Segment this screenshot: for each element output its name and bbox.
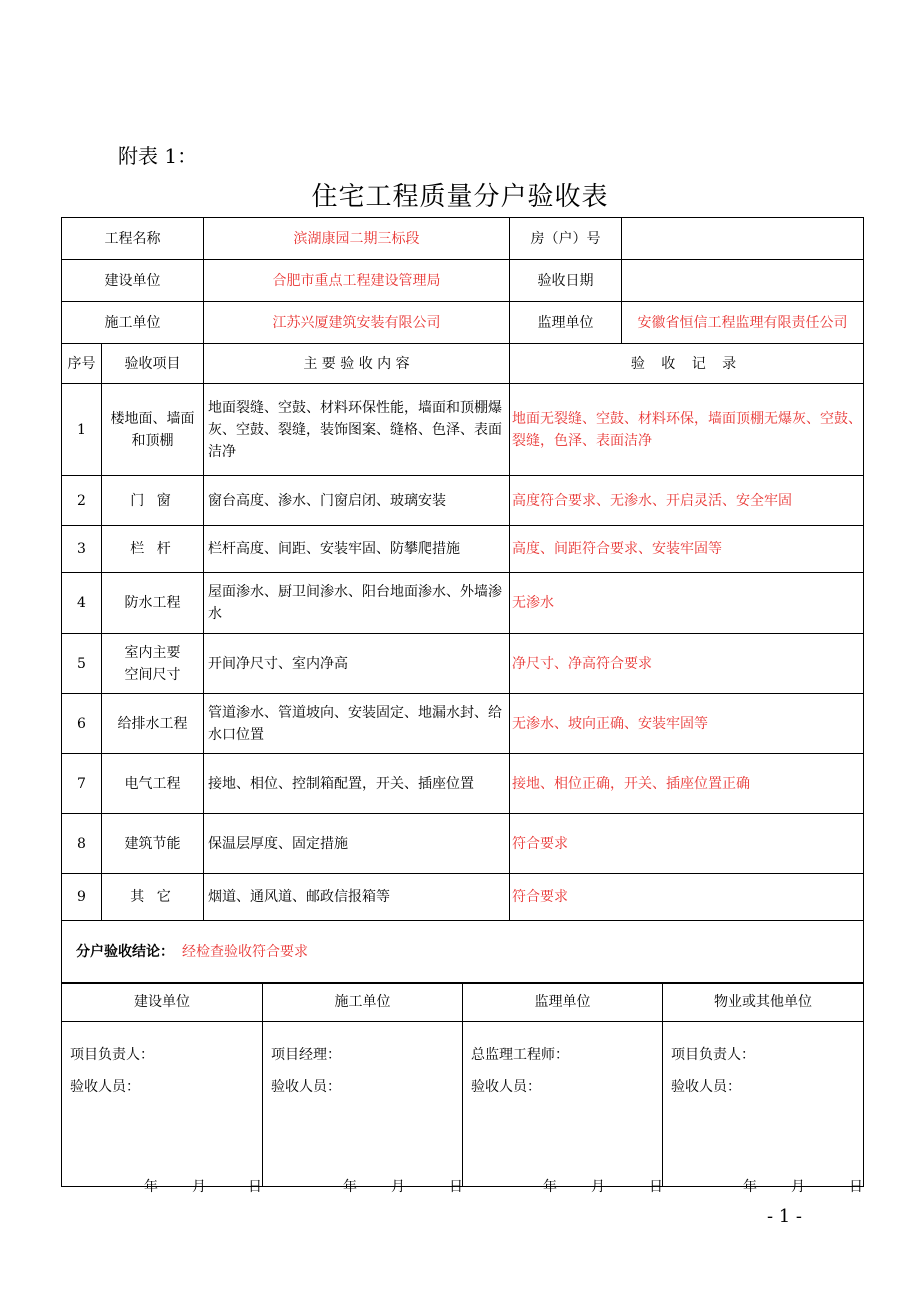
signoff-org-contractor: 施工单位 [263, 983, 463, 1022]
row-content: 屋面渗水、厨卫间渗水、阳台地面渗水、外墙渗水 [204, 573, 510, 634]
row-item: 其 它 [102, 874, 204, 921]
table-row [62, 526, 864, 573]
project-name-label: 工程名称 [62, 218, 204, 260]
date-month: 月 [791, 1179, 805, 1195]
signoff-cell[interactable] [263, 1022, 463, 1195]
date-day: 日 [849, 1179, 863, 1195]
date-year: 年 [543, 1179, 557, 1195]
column-header-no: 序号 [62, 344, 102, 384]
table-row [62, 384, 864, 476]
date-year: 年 [343, 1179, 357, 1195]
row-no: 5 [62, 634, 102, 694]
row-item: 楼地面、墙面和顶棚 [102, 384, 204, 476]
table-row [62, 476, 864, 526]
room-value[interactable] [622, 218, 864, 260]
project-name-value[interactable]: 滨湖康园二期三标段 [204, 218, 510, 260]
column-header-item: 验收项目 [102, 344, 204, 384]
conclusion-label: 分户验收结论： [76, 944, 174, 960]
row-record[interactable]: 高度符合要求、无渗水、开启灵活、安全牢固 [510, 476, 864, 526]
signoff-cell[interactable] [663, 1022, 864, 1195]
row-record[interactable]: 符合要求 [510, 874, 864, 921]
signoff-line2: 验收人员： [271, 1079, 341, 1095]
table-row [62, 634, 864, 694]
signoff-line1: 总监理工程师： [471, 1047, 569, 1063]
row-record[interactable]: 符合要求 [510, 814, 864, 874]
date-month: 月 [192, 1179, 206, 1195]
conclusion-row [62, 921, 864, 984]
row-item: 门 窗 [102, 476, 204, 526]
contractor-label: 施工单位 [62, 302, 204, 344]
row-content: 地面裂缝、空鼓、材料环保性能，墙面和顶棚爆灰、空鼓、裂缝，装饰图案、缝格、色泽、表面洁净 [204, 384, 510, 476]
signoff-table [61, 982, 864, 1195]
date-day: 日 [649, 1179, 663, 1195]
row-content: 栏杆高度、间距、安装牢固、防攀爬措施 [204, 526, 510, 573]
contractor-value[interactable]: 江苏兴厦建筑安装有限公司 [204, 302, 510, 344]
inspection-table [61, 217, 864, 984]
date-year: 年 [144, 1179, 158, 1195]
signoff-org-supervisor: 监理单位 [463, 983, 663, 1022]
date-day: 日 [248, 1179, 262, 1195]
supervisor-label: 监理单位 [510, 302, 622, 344]
row-content: 管道渗水、管道坡向、安装固定、地漏水封、给水口位置 [204, 694, 510, 754]
page-number: - 1 - [766, 1206, 802, 1227]
row-no: 3 [62, 526, 102, 573]
page-title: 住宅工程质量分户验收表 [311, 182, 609, 212]
row-no: 6 [62, 694, 102, 754]
row-no: 4 [62, 573, 102, 634]
row-record[interactable]: 无渗水 [510, 573, 864, 634]
conclusion-value[interactable]: 经检查验收符合要求 [182, 944, 308, 960]
row-no: 2 [62, 476, 102, 526]
row-item: 建筑节能 [102, 814, 204, 874]
date-label: 验收日期 [510, 260, 622, 302]
column-header-content: 主 要 验 收 内 容 [204, 344, 510, 384]
row-no: 1 [62, 384, 102, 476]
date-year: 年 [743, 1179, 757, 1195]
table-row [62, 814, 864, 874]
signoff-line2: 验收人员： [671, 1079, 741, 1095]
row-content: 窗台高度、渗水、门窗启闭、玻璃安装 [204, 476, 510, 526]
signoff-line1: 项目负责人： [671, 1047, 755, 1063]
signoff-line2: 验收人员： [70, 1079, 140, 1095]
row-content: 开间净尺寸、室内净高 [204, 634, 510, 694]
signoff-org-property: 物业或其他单位 [663, 983, 864, 1022]
client-value[interactable]: 合肥市重点工程建设管理局 [204, 260, 510, 302]
row-no: 7 [62, 754, 102, 814]
table-row [62, 874, 864, 921]
client-label: 建设单位 [62, 260, 204, 302]
row-no: 8 [62, 814, 102, 874]
date-value[interactable] [622, 260, 864, 302]
date-month: 月 [391, 1179, 405, 1195]
row-record[interactable]: 接地、相位正确，开关、插座位置正确 [510, 754, 864, 814]
room-label: 房（户）号 [510, 218, 622, 260]
column-header-record: 验 收 记 录 [510, 344, 864, 384]
row-item: 栏 杆 [102, 526, 204, 573]
row-record[interactable]: 净尺寸、净高符合要求 [510, 634, 864, 694]
supervisor-value[interactable]: 安徽省恒信工程监理有限责任公司 [622, 302, 864, 344]
row-content: 保温层厚度、固定措施 [204, 814, 510, 874]
row-record[interactable]: 无渗水、坡向正确、安装牢固等 [510, 694, 864, 754]
date-month: 月 [591, 1179, 605, 1195]
signoff-line1: 项目经理： [271, 1047, 341, 1063]
table-row [62, 573, 864, 634]
signoff-cell[interactable] [62, 1022, 263, 1195]
row-item: 防水工程 [102, 573, 204, 634]
row-content: 接地、相位、控制箱配置，开关、插座位置 [204, 754, 510, 814]
appendix-label: 附表 1： [118, 144, 198, 168]
row-item: 电气工程 [102, 754, 204, 814]
date-day: 日 [449, 1179, 463, 1195]
table-row [62, 694, 864, 754]
row-content: 烟道、通风道、邮政信报箱等 [204, 874, 510, 921]
row-record[interactable]: 地面无裂缝、空鼓、材料环保，墙面顶棚无爆灰、空鼓、裂缝，色泽、表面洁净 [510, 384, 864, 476]
row-item: 室内主要空间尺寸 [102, 634, 204, 694]
signoff-cell[interactable] [463, 1022, 663, 1195]
signoff-org-client: 建设单位 [62, 983, 263, 1022]
signoff-line1: 项目负责人： [70, 1047, 154, 1063]
row-record[interactable]: 高度、间距符合要求、安装牢固等 [510, 526, 864, 573]
row-item: 给排水工程 [102, 694, 204, 754]
row-no: 9 [62, 874, 102, 921]
table-row [62, 754, 864, 814]
signoff-line2: 验收人员： [471, 1079, 541, 1095]
